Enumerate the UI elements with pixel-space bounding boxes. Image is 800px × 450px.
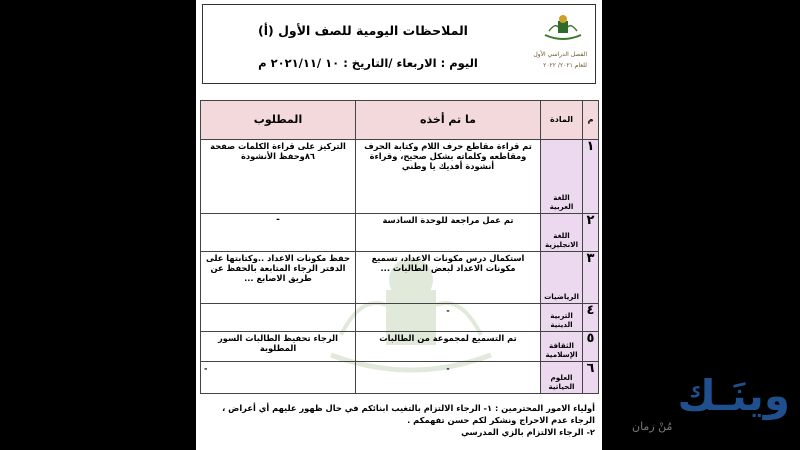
row-required: حفظ مكونات الاعداد ..وكتابتها على الدفتر الرجاء المتابعة بالحفظ عن طريق الاصابع ... [201, 252, 356, 304]
row-required: الرجاء تحفيظ الطالبات السور المطلوبة [201, 332, 356, 362]
row-subject: العلوم الحياتية [541, 362, 583, 394]
row-done: تم عمل مراجعة للوحدة السادسة [356, 214, 541, 252]
note-line-2: ٢- الرجاء الالتزام بالزي المدرسي [461, 427, 595, 437]
table-row [201, 252, 599, 304]
row-subject: اللغة الانجليزية [541, 214, 583, 252]
table-row [201, 140, 599, 214]
table-row [201, 332, 599, 362]
row-done: - [356, 362, 541, 394]
term-label: الفصل الدراسي الأول [533, 51, 587, 58]
header-required: المطلوب [201, 101, 356, 140]
year-label: للعام ٢٠٢١/ ٢٠٢٢ [543, 62, 587, 69]
site-brand [630, 370, 790, 440]
row-index: ٣ [583, 252, 599, 304]
row-done: استكمال درس مكونات الاعداد، تسميع مكونات الاعداد لبعض الطالبات ... [356, 252, 541, 304]
brand-tagline: مُنْ زمان [632, 420, 673, 433]
row-required: - [201, 362, 356, 394]
row-subject: الرياضيات [541, 252, 583, 304]
table-row [201, 304, 599, 332]
row-index: ٦ [583, 362, 599, 394]
row-required: التركيز على قراءة الكلمات صفحة ٨٦وحفظ الأنشودة [201, 140, 356, 214]
table-header-row [201, 101, 599, 140]
header-subject: المادة [541, 101, 583, 140]
note-line-1: أولياء الامور المحترمين : ١- الرجاء الالتزام بالتغيب ابنائكم في حال ظهور عليهم أي أعراض ، الرجاء عدم الاحراج ونشكر لكم حسن تفهمكم . [222, 403, 595, 425]
page-title: الملاحظات اليومية للصف الأول (أ) [258, 23, 468, 38]
header-index: م [583, 101, 599, 140]
row-index: ٥ [583, 332, 599, 362]
daily-notes-table [200, 100, 599, 394]
row-index: ١ [583, 140, 599, 214]
row-index: ٢ [583, 214, 599, 252]
row-index: ٤ [583, 304, 599, 332]
row-done: - [356, 304, 541, 332]
row-subject: الثقافة الإسلامية [541, 332, 583, 362]
row-subject: اللغة العربية [541, 140, 583, 214]
header-done: ما تم أخذه [356, 101, 541, 140]
date-line: اليوم : الاربعاء /التاريخ : ١٠ /٢٠٢١/١١ م [258, 56, 478, 70]
document-page [196, 0, 602, 450]
brand-logo-text: وينَـك [677, 371, 790, 420]
row-required: - [201, 214, 356, 252]
document-header [202, 4, 596, 84]
term-info [533, 49, 587, 71]
school-logo-icon [541, 13, 585, 43]
table-row [201, 362, 599, 394]
row-subject: التربية الدينية [541, 304, 583, 332]
row-required [201, 304, 356, 332]
table-row [201, 214, 599, 252]
row-done: تم التسميع لمجموعة من الطالبات [356, 332, 541, 362]
row-done: تم قراءة مقاطع حرف اللام وكتابة الحرف ومقاطعه وكلماته بشكل صحيح، وقراءة أنشودة أفديك يا وطني [356, 140, 541, 214]
parents-notes [200, 402, 598, 438]
